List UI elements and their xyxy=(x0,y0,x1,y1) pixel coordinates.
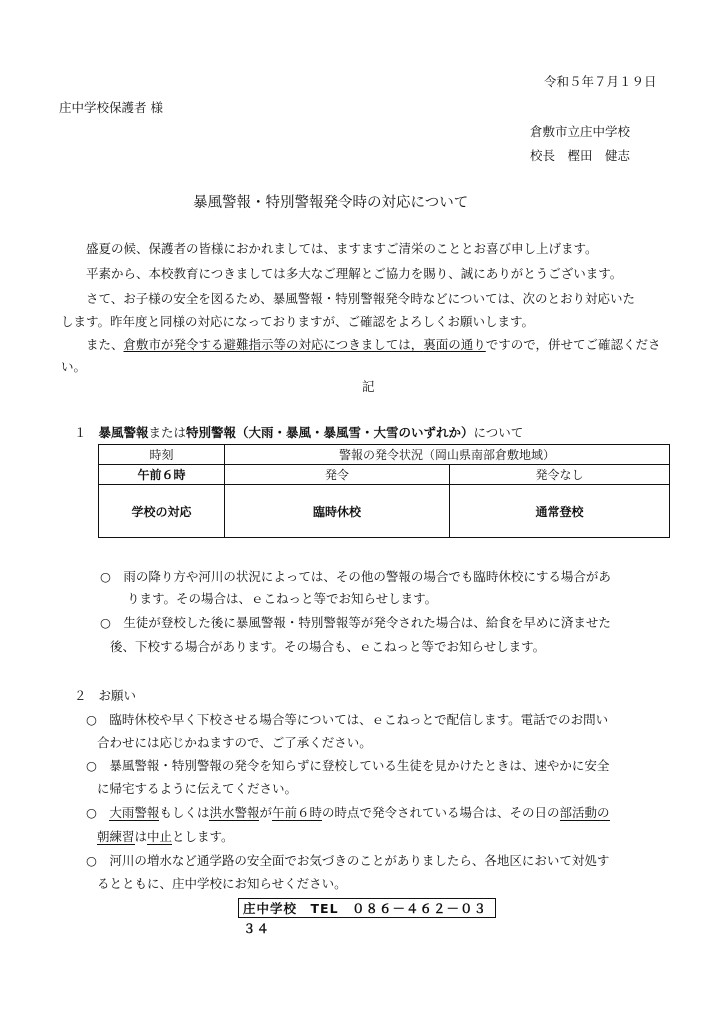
evacuation-underlined-1: 倉敷市が発令する避難指示等の対応につきましては， xyxy=(123,337,424,352)
table-time-value: 午前６時 xyxy=(99,465,225,485)
purpose-paragraph-line1: さて、お子様の安全を図るため、暴風警報・特別警報発令時などについては、次のとおり対応いた xyxy=(86,291,636,306)
table-closure: 臨時休校 xyxy=(225,485,450,538)
greeting-paragraph: 盛夏の候、保護者の皆様におかれましては、ますますご清栄のこととお喜び申し上げます。 xyxy=(86,241,598,256)
section1-heading xyxy=(74,423,523,441)
contact-box: 庄中学校 TEL ０８６－４６２－０３３４ xyxy=(238,898,496,918)
table-header-status: 警報の発令状況（岡山県南部倉敷地域） xyxy=(225,445,670,465)
section1-storm-warning: 暴風警報 xyxy=(98,425,149,440)
note2-line2: 後、下校する場合があります。その場合も、ｅこねっと等でお知らせします。 xyxy=(110,639,546,654)
note2-line1: ○ 生徒が登校した後に暴風警報・特別警報等が発令された場合は、給食を早めに済ませた xyxy=(100,615,611,630)
request2-line2: に帰宅するように伝えてください。 xyxy=(97,781,298,796)
document-title: 暴風警報・特別警報発令時の対応について xyxy=(193,195,469,211)
evacuation-prefix: また、 xyxy=(86,337,124,352)
request3-text5: とします。 xyxy=(172,829,234,844)
table-row-label: 学校の対応 xyxy=(99,485,225,538)
request3-text3: の時点で発令されている場合は、その日の xyxy=(322,805,560,820)
evacuation-underlined-2: 裏面の通り xyxy=(423,337,486,352)
sender-school: 倉敷市立庄中学校 xyxy=(530,124,631,139)
request3-line2 xyxy=(97,827,234,845)
request3-text4: は xyxy=(134,829,148,844)
sender-principal: 校長 樫田 健志 xyxy=(530,148,631,163)
note1-line2: ります。その場合は、ｅこねっと等でお知らせします。 xyxy=(127,591,438,606)
request4-line1: ○ 河川の増水など通学路の安全面でお気づきのことがありましたら、各地区において対処す xyxy=(86,853,610,868)
morning-practice: 朝練習 xyxy=(97,829,135,844)
request1-line1: ○ 臨時休校や早く下校させる場合等については、ｅこねっとで配信します。電話でのお問い xyxy=(86,712,609,727)
flood-warning: 洪水警報 xyxy=(209,805,260,820)
table-issued: 発令 xyxy=(225,465,450,485)
evacuation-paragraph-line1 xyxy=(86,335,661,353)
request3-bullet: ○ xyxy=(86,805,110,820)
heavy-rain-warning: 大雨警報 xyxy=(109,805,160,820)
evacuation-suffix: ですので，併せてご確認くださ xyxy=(485,337,661,352)
section2-title: お願い xyxy=(98,688,137,703)
request3-text2: が xyxy=(259,805,272,820)
request2-line1: ○ 暴風警報・特別警報の発令を知らずに登校している生徒を見かけたときは、速やかに安全 xyxy=(86,758,610,773)
section1-special-warning: 特別警報（大雨・暴風・暴風雪・大雪のいずれか） xyxy=(186,425,474,440)
purpose-paragraph-line2: します。昨年度と同様の対応になっておりますが、ご確認をよろしくお願いします。 xyxy=(61,314,535,329)
recipient: 庄中学校保護者 様 xyxy=(59,100,163,115)
section2-number: ２ xyxy=(74,688,87,703)
response-table xyxy=(98,444,670,538)
request4-line2: るとともに、庄中学校にお知らせください。 xyxy=(97,876,347,891)
table-not-issued: 発令なし xyxy=(450,465,670,485)
section1-about: について xyxy=(473,425,524,440)
note1-line1: ○ 雨の降り方や河川の状況によっては、その他の警報の場合でも臨時休校にする場合があ xyxy=(100,569,611,584)
section1-number: １ xyxy=(74,425,87,440)
section2-heading xyxy=(74,686,136,704)
cancelled: 中止 xyxy=(147,829,173,844)
evacuation-paragraph-line2: い。 xyxy=(61,359,87,374)
request3-line1 xyxy=(86,803,610,821)
table-normal: 通常登校 xyxy=(450,485,670,538)
letter-date: 令和５年７月１９日 xyxy=(544,74,657,89)
six-am: 午前６時 xyxy=(271,805,322,820)
table-header-time: 時刻 xyxy=(99,445,225,465)
section1-or: または xyxy=(148,425,187,440)
club-activities: 部活動の xyxy=(559,805,610,820)
ki-mark: 記 xyxy=(362,379,375,394)
request3-text1: もしくは xyxy=(159,805,210,820)
request1-line2: 合わせには応じかねますので、ご了承ください。 xyxy=(97,735,372,750)
thanks-paragraph: 平素から、本校教育につきましては多大なご理解とご協力を賜り、誠にありがとうございます。 xyxy=(86,266,623,281)
